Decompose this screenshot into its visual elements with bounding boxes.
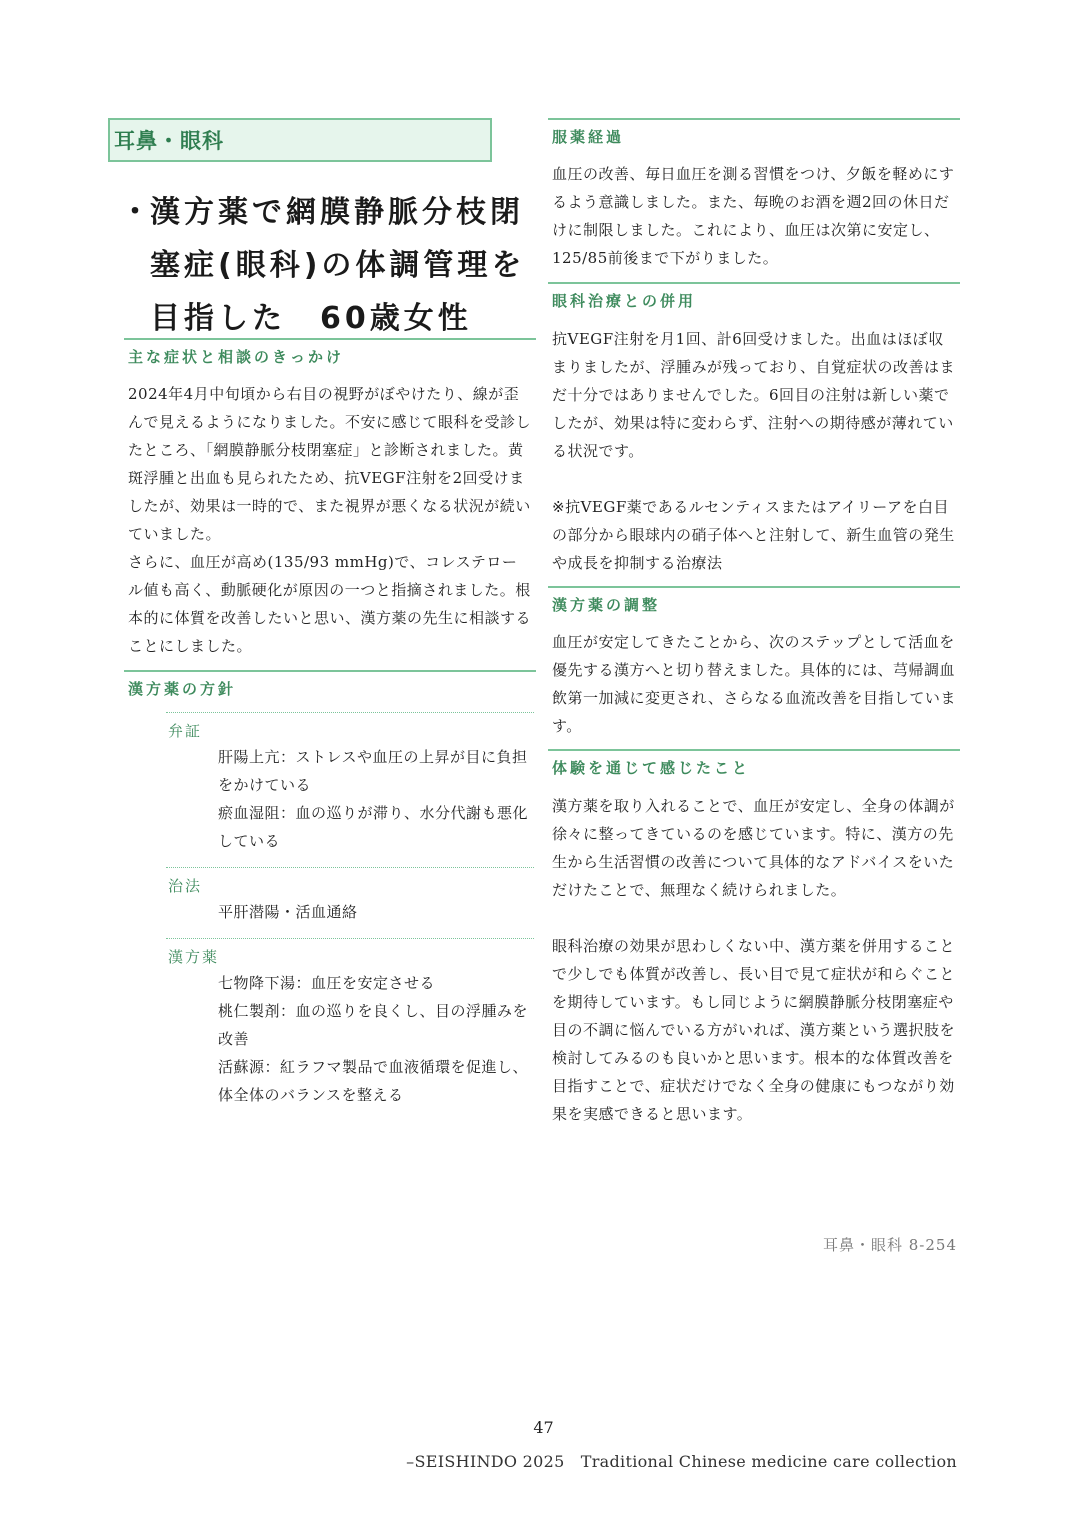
policy-item: 七物降下湯：血圧を安定させる xyxy=(218,974,436,992)
policy-group-chiho xyxy=(166,867,534,926)
footer-credit: –SEISHINDO 2025 Traditional Chinese medicine care collection xyxy=(406,1452,957,1471)
policy-group-label: 弁証 xyxy=(168,722,203,740)
title-line: 漢方薬で網膜静脈分枝閉 xyxy=(150,195,524,230)
adjust-body: 血圧が安定してきたことから、次のステップとして活血を優先する漢方へと切り替えました。具体的には、芎帰調血飲第一加減に変更され、さらなる血流改善を目指しています。 xyxy=(552,633,956,735)
policy-item: 瘀血湿阻：血の巡りが滞り、水分代謝も悪化している xyxy=(218,804,529,850)
combined-heading: 眼科治療との併用 xyxy=(548,282,960,318)
policy-group-label: 治法 xyxy=(168,877,203,895)
symptoms-body: 2024年4月中旬頃から右目の視野がぼやけたり、線が歪んで見えるようになりました。不安に感じて眼科を受診したところ、「網膜静脈分枝閉塞症」と診断されました。黄斑浮腫と出血も見られたため、抗VEGF注射を2回受けましたが、効果は一時的で、また視界が悪くなる状況が続いていました。 さらに、血圧が高め(135/93 mmHg)で、コレステロール値も高く、動脈硬化が原因の一つと指摘されました。根本的に体質を改善したいと思い、漢方薬の先生に相談することにしました。 xyxy=(128,385,532,655)
page-number: 47 xyxy=(533,1418,554,1437)
policy-item: 肝陽上亢：ストレスや血圧の上昇が目に負担をかけている xyxy=(218,748,528,794)
experience-body: 漢方薬を取り入れることで、血圧が安定し、全身の体調が徐々に整ってきているのを感じています。特に、漢方の先生から生活習慣の改善について具体的なアドバイスをいただけたことで、無理なく続けられました。 眼科治療の効果が思わしくない中、漢方薬を併用することで少しでも体質が改善し、長い目で見て症状が和らぐことを期待しています。もし同じように網膜静脈分枝閉塞症や目の不調に悩んでいる方がいれば、漢方薬という選択肢を検討してみるのも良いかと思います。根本的な体質改善を目指すことで、症状だけでなく全身の健康にもつながり効果を実感できると思います。 xyxy=(552,797,956,1123)
category-label: 耳鼻・眼科 xyxy=(108,118,492,162)
policy-group-bensho xyxy=(166,712,534,855)
progress-body: 血圧の改善、毎日血圧を測る習慣をつけ、夕飯を軽めにするよう意識しました。また、毎晩のお酒を週2回の休日だけに制限しました。これにより、血圧は次第に安定し、125/85前後まで下がりました。 xyxy=(552,165,955,267)
combined-body: 抗VEGF注射を月1回、計6回受けました。出血はほぼ収まりましたが、浮腫みが残っており、自覚症状の改善はまだ十分ではありませんでした。6回目の注射は新しい薬でしたが、効果は特に変わらず、注射への期待感が薄れている状況です。 ※抗VEGF薬であるルセンティスまたはアイリーアを白目の部分から眼球内の硝子体へと注射して、新生血管の発生や成長を抑制する治療法 xyxy=(552,330,956,572)
progress-heading: 服薬経過 xyxy=(548,118,960,154)
title-line: 目指した 60歳女性 xyxy=(150,301,472,336)
policy-item: 活蘇源：紅ラフマ製品で血液循環を促進し、体全体のバランスを整える xyxy=(218,1058,529,1104)
policy-group-kampo xyxy=(166,938,534,1109)
title-line: 塞症(眼科)の体調管理を xyxy=(150,248,526,283)
category-reference: 耳鼻・眼科 8-254 xyxy=(822,1236,957,1254)
adjust-heading: 漢方薬の調整 xyxy=(548,586,960,622)
title-bullet: ・ xyxy=(120,195,154,230)
policy-group-label: 漢方薬 xyxy=(168,948,220,966)
policy-heading: 漢方薬の方針 xyxy=(124,670,536,706)
article-title xyxy=(120,186,540,345)
experience-heading: 体験を通じて感じたこと xyxy=(548,749,960,785)
symptoms-heading: 主な症状と相談のきっかけ xyxy=(124,338,536,374)
policy-item: 平肝潜陽・活血通絡 xyxy=(218,903,358,921)
policy-item: 桃仁製剤：血の巡りを良くし、目の浮腫みを改善 xyxy=(218,1002,529,1048)
